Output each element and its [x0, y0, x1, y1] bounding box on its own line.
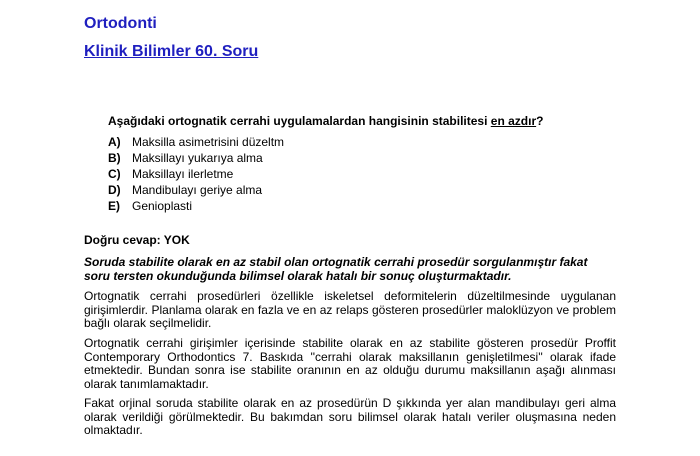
- explanation-paragraph-3: Fakat orjinal soruda stabilite olarak en az prosedürün D şıkkında yer alan mandibulayı geri alma olarak verildiği görülmektedir. Bu bakımdan soru bilimsel olarak hatalı veriler oluşmasına neden olmaktadır.: [84, 396, 616, 437]
- option-letter: D): [108, 183, 121, 197]
- question-text-after: ?: [536, 114, 544, 128]
- option-text: Maksillayı yukarıya alma: [132, 151, 263, 165]
- option-text: Maksillayı ilerletme: [132, 167, 234, 181]
- option-a: [108, 134, 284, 150]
- answer-emphasis: Soruda stabilite olarak en az stabil olan ortognatik cerrahi prosedür sorgulanmıştır fakat soru tersten okunduğunda bilimsel olarak hatalı bir sonuç oluşturmaktadır.: [84, 255, 588, 283]
- correct-answer: Doğru cevap: YOK: [84, 233, 190, 247]
- explanation-paragraph-2: Ortognatik cerrahi girişimler içerisinde stabilite olarak en az stabilite gösteren prosedür Proffit Contemporary Orthodontics 7. Baskıda ''cerrahi olarak maksillanın genişletilmesi'' olarak ifade etmektedir. Bundan sonra ise stabilite oranının en az olduğu durumu maksillanın aşağı alınması olarak tanımlamaktadır.: [84, 336, 616, 391]
- option-list: [108, 134, 284, 214]
- option-text: Genioplasti: [132, 199, 193, 213]
- question-underlined: en azdır: [490, 114, 537, 128]
- question-text: [108, 114, 543, 128]
- explanation-paragraph-1: Ortognatik cerrahi prosedürleri özellikle iskeletsel deformitelerin düzeltilmesinde uygulanan girişimlerdir. Planlama olarak en fazla ve en az relaps gösteren prosedürler maloklüzyon ve problem bağlı olarak seçilmelidir.: [84, 289, 616, 330]
- option-b: [108, 150, 284, 166]
- option-letter: A): [108, 135, 121, 149]
- question-text-before: Aşağıdaki ortognatik cerrahi uygulamalardan hangisinin stabilitesi: [108, 114, 491, 128]
- page-title: Ortodonti: [84, 15, 157, 32]
- option-d: [108, 182, 284, 198]
- option-letter: C): [108, 167, 121, 181]
- option-e: [108, 198, 284, 214]
- option-c: [108, 166, 284, 182]
- option-letter: B): [108, 151, 121, 165]
- question-link[interactable]: Klinik Bilimler 60. Soru: [84, 43, 259, 60]
- option-text: Mandibulayı geriye alma: [132, 183, 263, 197]
- option-text: Maksilla asimetrisini düzeltm: [132, 135, 285, 149]
- option-letter: E): [108, 199, 120, 213]
